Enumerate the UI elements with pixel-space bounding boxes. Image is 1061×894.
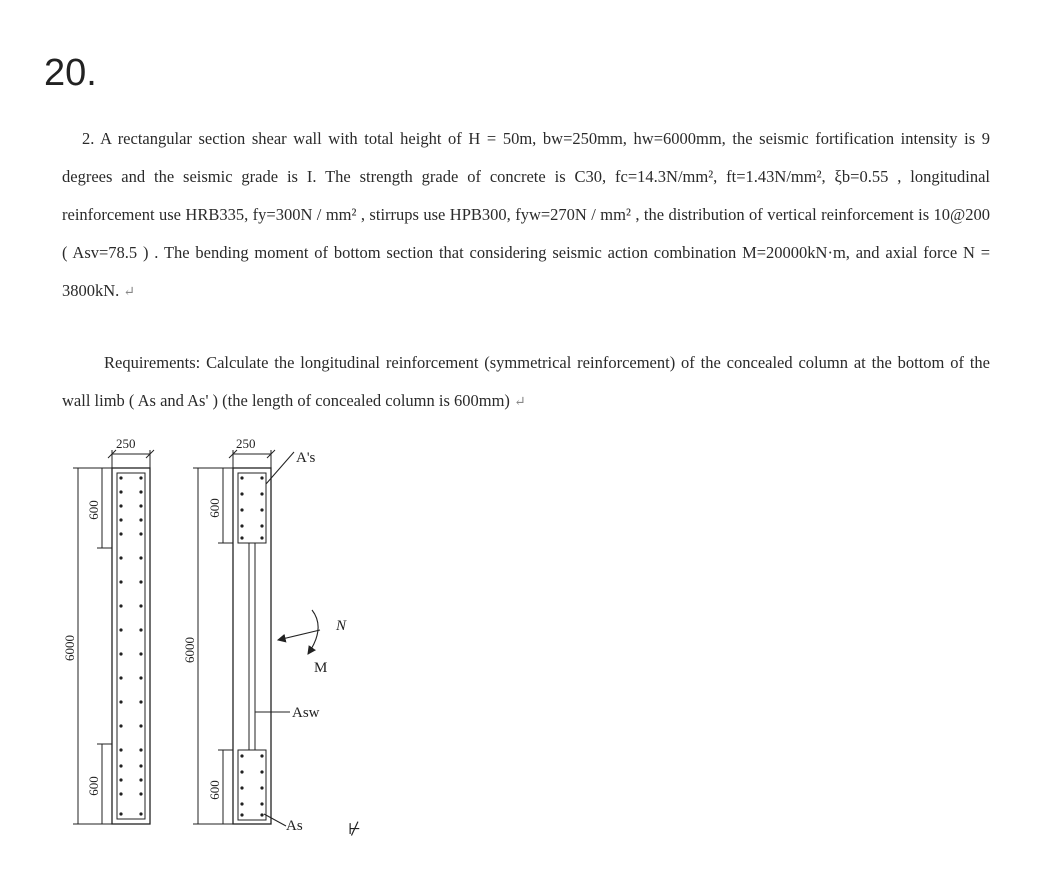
- axial-force-arrow: [278, 630, 320, 640]
- left-wall-section: [62, 436, 154, 824]
- problem-statement: [62, 120, 990, 312]
- as-label: As: [286, 818, 303, 834]
- problem-text: 2. A rectangular section shear wall with total height of H = 50m, bw=250mm, hw=6000mm, the seismic fortification intensity is 9 degrees and the seismic grade is I. The strength grade of concrete is C30, fc=14.3N/mm², ft=1.43N/mm², ξb=0.55 , longitudinal reinforcement use HRB335, fy=300N / mm² , stirrups use HPB300, fyw=270N / mm² , the distribution of vertical reinforcement is 10@200 ( Asv=78.5 ) . The bending moment of bottom section that considering seismic action combination M=20000kN·m, and axial force N = 3800kN.: [62, 129, 990, 300]
- right-bottom-dim-label: 600: [207, 780, 222, 800]
- left-wall-outline: [112, 468, 150, 824]
- requirements-text: Requirements: Calculate the longitudinal reinforcement (symmetrical reinforcement) of the concealed column at the bottom of the wall limb ( As and As' ) (the length of concealed column is 600mm): [62, 353, 990, 410]
- axial-force-label: N: [336, 618, 347, 634]
- right-top-dim-label: 600: [207, 498, 222, 518]
- left-width-dimension: [108, 450, 154, 468]
- right-width-dimension: [229, 450, 275, 468]
- question-number: 20.: [44, 52, 97, 94]
- left-top-dim-label: 600: [86, 500, 101, 520]
- left-width-label: 250: [116, 436, 136, 451]
- left-total-dim-label: 6000: [62, 635, 77, 661]
- asw-label: Asw: [292, 705, 320, 721]
- bottom-concealed-column: [238, 750, 266, 820]
- right-width-label: 250: [236, 436, 256, 451]
- cursor-mark: ⊬: [348, 822, 361, 838]
- right-wall-outline: [233, 468, 271, 824]
- return-mark: ↵: [513, 395, 526, 410]
- top-concealed-column: [238, 473, 266, 543]
- return-mark: ↵: [123, 285, 136, 300]
- right-vertical-dimensions: [193, 468, 233, 824]
- as-prime-label: A's: [296, 450, 316, 466]
- left-vertical-dimensions: [73, 468, 112, 824]
- left-wall-rebar-dots: [119, 476, 142, 815]
- moment-label: M: [314, 660, 328, 676]
- right-wall-rebar-dots: [240, 476, 263, 816]
- left-bottom-dim-label: 600: [86, 776, 101, 796]
- problem-requirements: [62, 344, 990, 422]
- right-total-dim-label: 6000: [182, 637, 197, 663]
- shear-wall-diagram: [50, 428, 430, 858]
- right-wall-section: [182, 436, 347, 834]
